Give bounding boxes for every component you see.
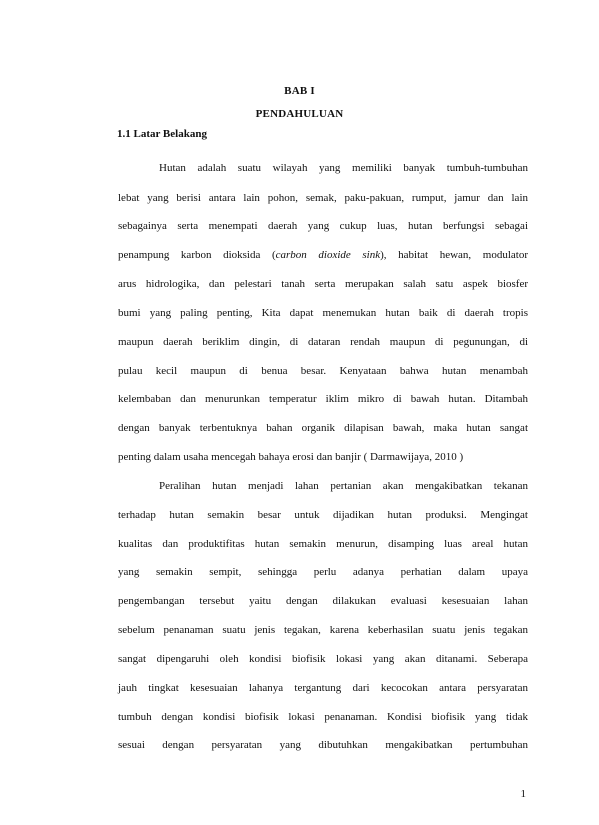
paragraph1-line: maupun daerah beriklim dingin, di dataran rendah maupun di pegunungan, di <box>118 336 528 348</box>
paragraph2-line: jauh tingkat kesesuaian lahanya tergantung dari kecocokan antara persyaratan <box>118 682 528 694</box>
chapter-title: PENDAHULUAN <box>255 108 344 120</box>
paragraph1-line: bumi yang paling penting, Kita dapat menemukan hutan baik di daerah tropis <box>118 307 528 319</box>
line-text-before: penampung karbon dioksida ( <box>118 249 276 261</box>
italic-term: carbon dioxide sink <box>275 249 381 261</box>
paragraph1-line-last: penting dalam usaha mencegah bahaya erosi dan banjir ( Darmawijaya, 2010 ) <box>118 451 464 463</box>
paragraph2-line: pengembangan tersebut yaitu dengan dilakukan evaluasi kesesuaian lahan <box>118 595 528 607</box>
paragraph2-line: sesuai dengan persyaratan yang dibutuhkan mengakibatkan pertumbuhan <box>118 739 528 751</box>
paragraph2-line: Peralihan hutan menjadi lahan pertanian akan mengakibatkan tekanan <box>159 480 528 492</box>
paragraph1-line: Hutan adalah suatu wilayah yang memiliki banyak tumbuh-tumbuhan <box>159 162 528 174</box>
paragraph2-line: kualitas dan produktifitas hutan semakin menurun, disamping luas areal hutan <box>118 538 528 550</box>
paragraph1-line-italic <box>118 248 528 262</box>
section-heading: 1.1 Latar Belakang <box>117 128 207 140</box>
paragraph2-line: tumbuh dengan kondisi biofisik lokasi penanaman. Kondisi biofisik yang tidak <box>118 711 528 723</box>
paragraph2-line: terhadap hutan semakin besar untuk dijadikan hutan produksi. Mengingat <box>118 509 528 521</box>
chapter-heading: BAB I <box>284 85 315 97</box>
paragraph1-line: dengan banyak terbentuknya bahan organik dilapisan bawah, maka hutan sangat <box>118 422 528 434</box>
paragraph2-line: yang semakin sempit, sehingga perlu adanya perhatian dalam upaya <box>118 566 528 578</box>
paragraph1-line: pulau kecil maupun di benua besar. Kenyataan bahwa hutan menambah <box>118 365 528 377</box>
paragraph1-line: sebagainya serta menempati daerah yang cukup luas, hutan berfungsi sebagai <box>118 220 528 232</box>
paragraph1-line: arus hidrologika, dan pelestari tanah serta merupakan salah satu aspek biosfer <box>118 278 528 290</box>
paragraph2-line: sangat dipengaruhi oleh kondisi biofisik lokasi yang akan ditanami. Seberapa <box>118 653 528 665</box>
paragraph2-line: sebelum penanaman suatu jenis tegakan, karena keberhasilan suatu jenis tegakan <box>118 624 528 636</box>
line-text-after: ), habitat hewan, modulator <box>380 249 528 261</box>
paragraph1-line: lebat yang berisi antara lain pohon, semak, paku-pakuan, rumput, jamur dan lain <box>118 192 528 204</box>
paragraph1-line: kelembaban dan menurunkan temperatur iklim mikro di bawah hutan. Ditambah <box>118 393 528 405</box>
page-number: 1 <box>520 788 526 800</box>
